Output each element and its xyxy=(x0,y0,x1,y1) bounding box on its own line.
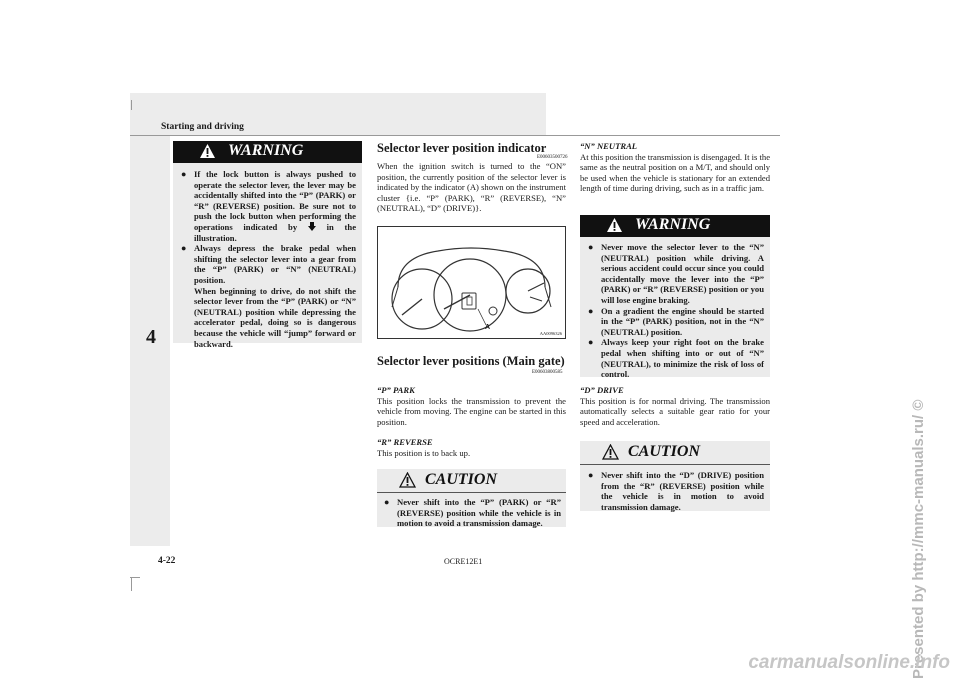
warning-text: On a gradient the engine should be started in the “P” (PARK) position, not in the “N” (NEUTRAL) position. xyxy=(601,305,764,337)
list-item xyxy=(586,242,764,306)
caution-header xyxy=(377,469,566,493)
neutral-body: At this position the transmission is disengaged. It is the same as the neutral position on a M/T, and should only be used when the vehicle is stationary for an extended length of time during driving, such as in a traffic jam. xyxy=(580,151,771,194)
warning-triangle-icon xyxy=(606,217,623,233)
warning-title: WARNING xyxy=(635,216,711,233)
list-item xyxy=(179,169,356,243)
instrument-cluster-illustration xyxy=(378,227,565,338)
page-number: 4-22 xyxy=(158,556,176,566)
warning-text-continued: in the illustration. xyxy=(194,221,357,243)
caution-text: Never shift into the “D” (DRIVE) position from the “R” (REVERSE) position while the vehicle is in motion to avoid transmission damage. xyxy=(601,470,764,512)
bullet-icon: ● xyxy=(588,337,594,348)
bullet-icon: ● xyxy=(181,169,187,179)
bullet-icon: ● xyxy=(588,305,594,316)
section-code: E00603500726 xyxy=(537,155,568,160)
warning-text-second: When beginning to drive, do not shift the selector lever from the “P” (PARK) or “N” (NEUTRAL) position while depressing the accelerator pedal, doing so is dangerous because the vehicle will “jump” forward or backward. xyxy=(194,285,356,349)
caution-header xyxy=(580,441,770,465)
bullet-icon: ● xyxy=(384,497,390,507)
list-item xyxy=(586,470,764,512)
indicator-section-title: Selector lever position indicator xyxy=(377,141,547,155)
down-arrow-icon xyxy=(308,222,316,231)
section-header: Starting and driving xyxy=(161,122,244,132)
park-body: This position locks the transmission to prevent the vehicle from moving. The engine can be started in this position. xyxy=(377,395,566,427)
caution-list xyxy=(580,465,770,512)
figure-label-a: A xyxy=(485,324,491,331)
list-item xyxy=(586,337,764,379)
warning-text: Never move the selector lever to the “N” (NEUTRAL) position while driving. A serious accident could occur since you could accidentally move the lever into the “P” (PARK) or “R” (REVERSE) position or you will lose engine braking. xyxy=(601,242,764,305)
warning-title: WARNING xyxy=(228,142,304,159)
figure-code: AA0096326 xyxy=(539,331,562,336)
warning-list xyxy=(580,237,770,380)
neutral-description xyxy=(580,141,770,194)
caution-title: CAUTION xyxy=(425,471,498,488)
bullet-icon: ● xyxy=(588,242,594,252)
warning-text: Always depress the brake pedal when shifting the selector lever into a gear from the “P” (PARK) or “N” (NEUTRAL) position. xyxy=(194,243,356,285)
caution-text: Never shift into the “P” (PARK) or “R” (REVERSE) position while the vehicle is in motion to avoid a transmission damage. xyxy=(397,497,561,529)
caution-triangle-icon xyxy=(399,472,416,488)
chapter-number: 4 xyxy=(146,326,156,348)
list-item xyxy=(382,497,561,529)
crop-mark xyxy=(131,100,132,110)
site-logo: carmanualsonline.info xyxy=(748,652,950,673)
bullet-icon: ● xyxy=(181,243,187,254)
warning-list xyxy=(173,163,362,349)
reverse-description xyxy=(377,437,566,458)
warning-box-1 xyxy=(173,141,362,349)
park-description xyxy=(377,385,566,427)
section-code: E00603800585 xyxy=(532,370,563,375)
caution-title: CAUTION xyxy=(628,443,701,460)
list-item xyxy=(586,306,764,338)
instrument-cluster-figure xyxy=(377,226,566,339)
warning-box-2 xyxy=(580,215,770,380)
crop-mark xyxy=(131,577,132,591)
reverse-heading: “R” REVERSE xyxy=(377,437,433,447)
warning-text: Always keep your right foot on the brake pedal when shifting into or out of “N” (NEUTRAL), to minimize the risk of loss of control. xyxy=(601,337,764,380)
header-rule xyxy=(130,135,780,136)
warning-triangle-icon xyxy=(199,143,216,159)
list-item xyxy=(179,243,356,349)
caution-list xyxy=(377,493,566,529)
neutral-heading: “N” NEUTRAL xyxy=(580,141,638,151)
warning-text: If the lock button is always pushed to operate the selector lever, the lever may be accidentally shifted into the “P” (PARK) or “R” (REVERSE) position. Be sure not to push the lock button when performing the operations indicated by xyxy=(194,169,356,232)
watermark-text: Presented by http://mmc-manuals.ru/ © xyxy=(910,399,927,679)
indicator-body: When the ignition switch is turned to the “ON” position, the currently position of the selector lever is indicated by the indicator (A) shown on the instrument cluster {i.e. “P” (PARK), “R” (REVERSE), “N” (NEUTRAL), “D” (DRIVE)}. xyxy=(377,161,566,214)
drive-heading: “D” DRIVE xyxy=(580,385,624,395)
caution-box-1 xyxy=(377,469,566,527)
crop-mark xyxy=(130,577,140,578)
warning-header xyxy=(173,141,362,163)
warning-header xyxy=(580,215,770,237)
bullet-icon: ● xyxy=(588,470,594,480)
drive-body: This position is for normal driving. The transmission automatically selects a suitable gear ratio for your speed and acceleration. xyxy=(580,395,770,427)
park-heading: “P” PARK xyxy=(377,385,415,395)
caution-box-2 xyxy=(580,441,770,511)
caution-triangle-icon xyxy=(602,444,619,460)
document-code: OCRE12E1 xyxy=(444,557,483,566)
positions-section-title: Selector lever positions (Main gate) xyxy=(377,354,565,368)
reverse-body: This position is to back up. xyxy=(377,447,471,458)
drive-description xyxy=(580,385,770,427)
